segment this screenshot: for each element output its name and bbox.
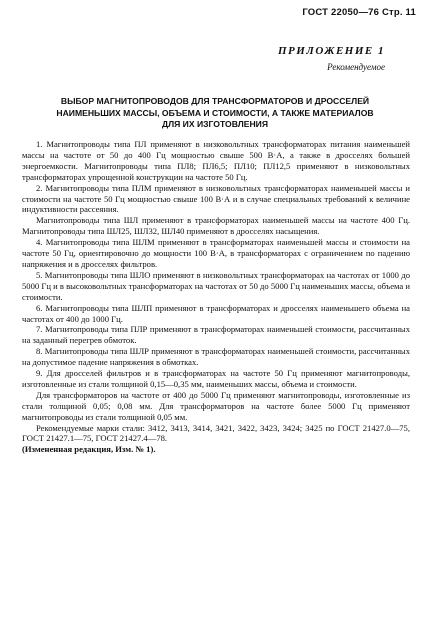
paragraph-2: 2. Магнитопроводы типа ПЛМ применяют в низковольтных трансформаторах наименьшей массы и стоимости на частоте 50 Гц мощностью свыше 100 В·А и в случае специальных требований к величине индуктивности рассеяния. — [22, 182, 410, 215]
paragraph-11: Рекомендуемые марки стали: 3412, 3413, 3414, 3421, 3422, 3423, 3424; 3425 по ГОСТ 21427.0—75, ГОСТ 21427.1—75, ГОСТ 21427.4—78. — [22, 422, 410, 444]
paragraph-1: 1. Магнитопроводы типа ПЛ применяют в низковольтных трансформаторах питания наименьшей массы на частоте от 50 до 400 Гц мощностью свыше 500 В·А, а также в дросселях большей энергоемкости. Магнитопроводы типа ПЛ8; ПЛ6,5; ПЛ10; ПЛ12,5 применяют в низковольтных трансформаторах упрощенной конструкции на частоте 50 Гц. — [22, 139, 410, 182]
recommended-label: Рекомендуемое — [327, 62, 385, 72]
edition-note: (Измененная редакция, Изм. № 1). — [22, 444, 156, 455]
appendix-label: ПРИЛОЖЕНИЕ 1 — [277, 45, 385, 57]
document-body — [22, 139, 410, 455]
paragraph-6: 6. Магнитопроводы типа ШЛП применяют в трансформаторах и дросселях наименьшего объема на частотах от 400 до 1000 Гц. — [22, 302, 410, 324]
paragraph-7: 7. Магнитопроводы типа ПЛР применяют в трансформаторах наименьшей стоимости, рассчитанных на заданный перегрев обмоток. — [22, 324, 410, 346]
section-title: ВЫБОР МАГНИТОПРОВОДОВ ДЛЯ ТРАНСФОРМАТОРОВ И ДРОССЕЛЕЙ НАИМЕНЬШИХ МАССЫ, ОБЪЕМА И СТОИМОСТИ, А ТАКЖЕ МАТЕРИАЛОВ ДЛЯ ИХ ИЗГОТОВЛЕНИЯ — [56, 96, 374, 129]
paragraph-8: 8. Магнитопроводы типа ШЛР применяют в трансформаторах наименьшей стоимости, рассчитанных на допустимое падение напряжения в обмотках. — [22, 346, 410, 368]
paragraph-9: 9. Для дросселей фильтров и в трансформаторах на частоте 50 Гц применяют магнитопроводы, изготовленные из стали толщиной 0,15—0,35 мм, наименьших массы, объема и стоимости. — [22, 368, 410, 389]
paragraph-3: Магнитопроводы типа ШЛ применяют в трансформаторах наименьшей массы на частоте 400 Гц. Магнитопроводы типа ШЛ25, ШЛ32, ШЛ40 применяют в дросселях насыщения. — [22, 215, 410, 237]
paragraph-4: 4. Магнитопроводы типа ШЛМ применяют в трансформаторах наименьшей массы и стоимости на частоте 50 Гц, ориентировочно до мощности 100 В·А, в трансформаторах с ограничением по падению напряжения и в дросселях фильтров. — [22, 237, 410, 269]
paragraph-10: Для трансформаторов на частоте от 400 до 5000 Гц применяют магнитопроводы, изготовленные из стали толщиной 0,05; 0,08 мм. Для трансформаторов на частоте более 5000 Гц применяют магнитопроводы из стали толщиной 0,05 мм. — [22, 389, 410, 422]
paragraph-5: 5. Магнитопроводы типа ШЛО применяют в низковольтных трансформаторах на частотах от 1000 до 5000 Гц и в высоковольтных трансформаторах на частотах от 50 до 5000 Гц наименьших массы, объема и стоимости. — [22, 269, 410, 302]
page-header: ГОСТ 22050—76 Стр. 11 — [302, 7, 416, 18]
